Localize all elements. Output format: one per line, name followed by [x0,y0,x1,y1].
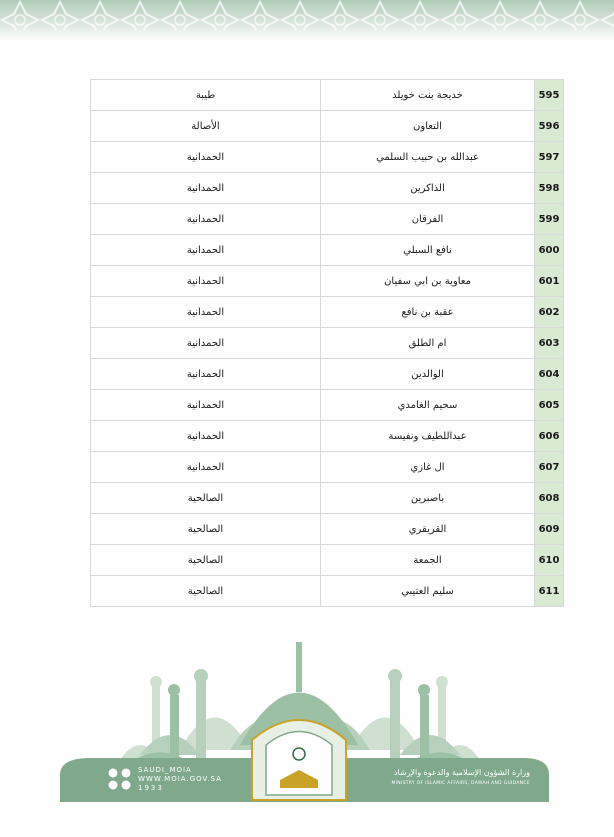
table-row [91,111,564,142]
ministry-name-en: MINISTRY OF ISLAMIC AFFAIRS, DAWAH AND GUIDANCE [391,781,530,786]
row-number-cell: 603 [535,328,564,359]
row-number-cell: 600 [535,235,564,266]
row-name-cell: الفرقان [321,204,535,235]
row-area-cell: الحمدانية [91,297,321,328]
row-area-cell: الحمدانية [91,266,321,297]
row-name-cell: عبداللطيف ونفيسة [321,421,535,452]
table-row [91,514,564,545]
row-name-cell: ال غازي [321,452,535,483]
row-area-cell: الصالحية [91,483,321,514]
row-number-cell: 609 [535,514,564,545]
row-number-cell: 610 [535,545,564,576]
phone-number: 1933 [138,784,164,792]
row-area-cell: الحمدانية [91,204,321,235]
table-row [91,328,564,359]
row-name-cell: القريقري [321,514,535,545]
row-number-cell: 607 [535,452,564,483]
row-name-cell: الوالدين [321,359,535,390]
row-name-cell: ام الطلق [321,328,535,359]
row-name-cell: معاوية بن ابي سفيان [321,266,535,297]
row-number-cell: 605 [535,390,564,421]
row-name-cell: عقبة بن نافع [321,297,535,328]
row-area-cell: الصالحية [91,576,321,607]
row-number-cell: 608 [535,483,564,514]
row-area-cell: الحمدانية [91,173,321,204]
data-table [90,79,564,607]
row-area-cell: طيبة [91,80,321,111]
row-number-cell: 599 [535,204,564,235]
mosque-table [90,79,562,607]
table-row [91,235,564,266]
row-area-cell: الحمدانية [91,390,321,421]
row-number-cell: 611 [535,576,564,607]
row-area-cell: الصالحية [91,545,321,576]
row-area-cell: الحمدانية [91,235,321,266]
row-name-cell: سليم العتيبي [321,576,535,607]
row-name-cell: الذاكرين [321,173,535,204]
table-row [91,421,564,452]
table-row [91,390,564,421]
row-area-cell: الحمدانية [91,421,321,452]
table-row [91,359,564,390]
header-ornament [0,0,614,42]
row-name-cell: خديجة بنت خويلد [321,80,535,111]
row-area-cell: الحمدانية [91,452,321,483]
ministry-name-ar: وزارة الشؤون الإسلامية والدعوة والإرشاد [393,768,530,777]
table-row [91,452,564,483]
row-number-cell: 601 [535,266,564,297]
footer [0,630,614,833]
row-name-cell: التعاون [321,111,535,142]
row-area-cell: الصالحية [91,514,321,545]
website-link[interactable]: WWW.MOIA.GOV.SA [138,775,222,783]
row-number-cell: 602 [535,297,564,328]
geometric-pattern [0,0,614,42]
table-row [91,142,564,173]
table-row [91,297,564,328]
mosque-skyline [0,630,614,833]
row-number-cell: 597 [535,142,564,173]
table-row [91,483,564,514]
row-area-cell: الأصالة [91,111,321,142]
table-row [91,545,564,576]
row-number-cell: 595 [535,80,564,111]
row-name-cell: سحيم الغامدي [321,390,535,421]
row-number-cell: 596 [535,111,564,142]
table-row [91,266,564,297]
table-row [91,204,564,235]
row-area-cell: الحمدانية [91,142,321,173]
social-handle: SAUDI_MOIA [138,766,192,774]
row-number-cell: 604 [535,359,564,390]
table-row [91,576,564,607]
row-number-cell: 606 [535,421,564,452]
row-name-cell: عبدالله بن حبيب السلمي [321,142,535,173]
row-name-cell: الجمعة [321,545,535,576]
row-name-cell: نافع السبلي [321,235,535,266]
table-row [91,173,564,204]
row-area-cell: الحمدانية [91,359,321,390]
row-name-cell: باصبرين [321,483,535,514]
row-number-cell: 598 [535,173,564,204]
table-row [91,80,564,111]
row-area-cell: الحمدانية [91,328,321,359]
